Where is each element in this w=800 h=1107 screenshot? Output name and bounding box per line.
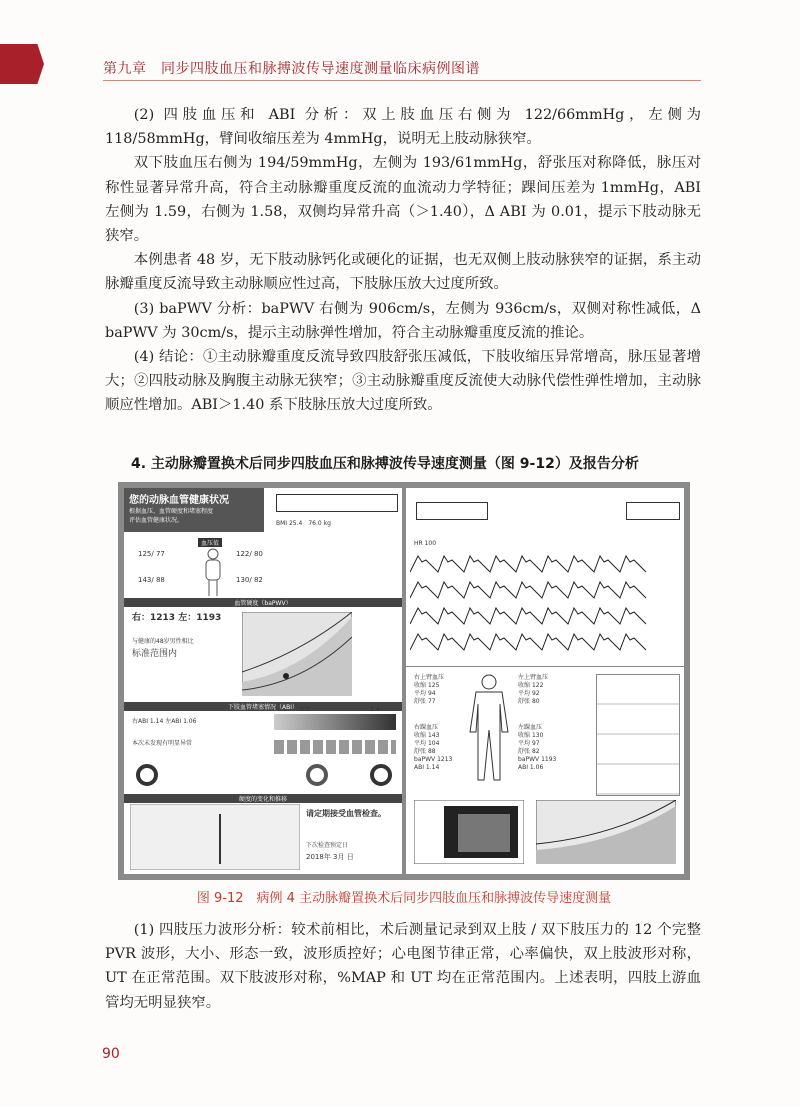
pwv-age-curve — [242, 612, 352, 696]
body-figure-icon — [198, 548, 228, 598]
next-check-label: 下次检查预定日 — [306, 842, 349, 849]
redacted-patient-name — [276, 494, 398, 512]
heart-rate: HR 100 — [414, 540, 437, 547]
pwv-grid-chart — [414, 800, 524, 864]
chapter-tab — [0, 44, 44, 84]
compare-result: 标准范围内 — [132, 649, 178, 659]
bp-block — [136, 536, 286, 596]
abi-section-bar: 下肢血管堵塞情况（ABI） — [124, 702, 402, 711]
header-divider — [103, 80, 701, 81]
paragraph-abi-lower: 双下肢血压右侧为 194/59mmHg，左侧为 193/61mmHg，舒张压对称降低，脉压对称性显著异常升高，符合主动脉瓣重度反流的血流动力学特征；踝间压差为 1mmHg，ABI 左侧为 1.59，右侧为 1.58，双侧均异常升高（＞1.40），Δ ABI 为 0.01，提示下肢动脉无狭窄。 — [105, 155, 701, 245]
bmi-row: BMI 25.4 76.0 kg — [276, 520, 331, 527]
pwv-right-label: 右： — [132, 613, 151, 623]
paragraph-abi-upper: (2) 四肢血压和 ABI 分析：双上肢血压右侧为 122/66mmHg，左侧为 118/58mmHg，臂间收缩压差为 4mmHg，说明无上肢动脉狭窄。 — [105, 107, 701, 148]
right-ankle-label: 右踝血压 — [414, 724, 439, 731]
left-upper-label: 左上臂血压 — [518, 674, 549, 681]
left-ankle-label: 左踝血压 — [518, 724, 543, 731]
heart-rate-value: 100 — [424, 540, 437, 547]
bp-label: 血压值 — [198, 538, 222, 547]
paragraph-patient: 本例患者 48 岁，无下肢动脉钙化或硬化的证据，也无双侧上肢动脉狭窄的证据，系主动脉瓣重度反流导致主动脉顺应性过高，下肢脉压放大过度所致。 — [105, 252, 701, 293]
abi-left: 左ABI 1.06 — [165, 718, 197, 725]
left-report-sheet — [124, 488, 402, 874]
paragraph-bapwv: (3) baPWV 分析：baPWV 右侧为 906cm/s，左侧为 936cm/s，双侧对称性减低，Δ baPWV 为 30cm/s，提示主动脉弹性增加，符合主动脉瓣重度反流的推论。 — [105, 300, 701, 341]
right-report-sheet — [406, 488, 684, 874]
bp-right-ankle: 143/ 88 — [138, 576, 165, 584]
pvr-waveforms — [410, 550, 680, 658]
pwv-left-label: 左： — [178, 613, 197, 623]
body-text-bottom — [105, 918, 701, 1015]
left-ankle-table: 左踝血压 收缩 130 平均 97 舒张 82 baPWV 1193 ABI 1.06 — [518, 724, 557, 771]
advice-text: 请定期接受血管检查。 — [306, 809, 386, 818]
abi-values — [132, 716, 196, 725]
abi-tick-high: 1.4 — [370, 706, 380, 713]
pwv-values — [132, 610, 221, 623]
chapter-header: 第九章 同步四肢血压和脉搏波传导速度测量临床病例图谱 — [103, 61, 480, 77]
report-subtitle-1: 根据血压、血管硬度和堵塞程度 — [129, 508, 214, 515]
compare-text: 与健康的48岁男性相比 — [132, 638, 194, 645]
redacted-name — [626, 502, 680, 520]
next-check-date: 2018年 3月 日 — [306, 853, 354, 861]
page-number: 90 — [102, 1046, 120, 1062]
pwv-left-value: 1193 — [196, 613, 222, 623]
pwv-section-bar: 血管硬度（baPWV） — [124, 598, 402, 607]
body-text-top — [105, 103, 701, 418]
pwv-right-value: 1213 — [150, 613, 176, 623]
section-title: 4. 主动脉瓣置换术后同步四肢血压和脉搏波传导速度测量（图 9-12）及报告分析 — [131, 456, 639, 472]
pwv-age-chart — [536, 800, 676, 864]
right-ankle-table: 右踝血压 收缩 143 平均 104 舒张 88 baPWV 1213 ABI 1.14 — [414, 724, 453, 771]
figure-caption: 图 9-12 病例 4 主动脉瓣置换术后同步四肢血压和脉搏波传导速度测量 — [196, 891, 612, 906]
body-diagram-icon — [464, 674, 514, 784]
report-title: 您的动脉血管健康状况 — [129, 495, 229, 506]
figure-9-12 — [118, 482, 690, 880]
bp-right-arm: 125/ 77 — [138, 550, 165, 558]
paragraph-pvr-analysis: (1) 四肢压力波形分析：较术前相比，术后测量记录到双上肢 / 双下肢压力的 12 个完整 PVR 波形，大小、形态一致，波形质控好；心电图节律正常，心率偏快，双上肢波形对称，UT 在正常范围。双下肢波形对称，%MAP 和 UT 均在正常范围内。上述表明，四肢上游血管均无明显狭窄。 — [105, 922, 701, 1011]
report-subtitle-2: 评估血管健康状况。 — [129, 517, 184, 524]
right-upper-table: 右上臂血压 收缩 125 平均 94 舒张 77 — [414, 674, 445, 705]
history-section-bar: 硬度的变化和推移 — [124, 794, 402, 803]
bp-left-ankle: 130/ 82 — [236, 576, 263, 584]
right-upper-label: 右上臂血压 — [414, 674, 445, 681]
abi-scale-bar — [274, 714, 396, 730]
paragraph-conclusion: (4) 结论：①主动脉瓣重度反流导致四肢舒张压减低，下肢收缩压异常增高，脉压显著增大；②四肢动脉及胸腹主动脉无狭窄；③主动脉瓣重度反流使大动脉代偿性弹性增加，主动脉顺应性增加。ABI＞1.40 系下肢脉压放大过度所致。 — [105, 349, 701, 414]
abi-tick-low: 0.9 — [300, 706, 310, 713]
bp-left-arm: 122/ 80 — [236, 550, 263, 558]
history-chart — [130, 804, 300, 870]
abi-right: 右ABI 1.14 — [132, 718, 164, 725]
abi-scale-bar-2 — [274, 740, 396, 754]
left-upper-table: 左上臂血压 收缩 122 平均 92 舒张 80 — [518, 674, 549, 705]
redacted-id — [416, 502, 488, 520]
bmi-value: 25.4 — [288, 520, 303, 527]
report-title-block — [124, 488, 264, 532]
weight-value: 76.0 kg — [308, 520, 331, 527]
abi-note: 本次未发现有明显异常 — [132, 740, 193, 747]
pulse-waveform-thumbnails — [596, 674, 680, 796]
vessel-rings — [136, 764, 396, 790]
